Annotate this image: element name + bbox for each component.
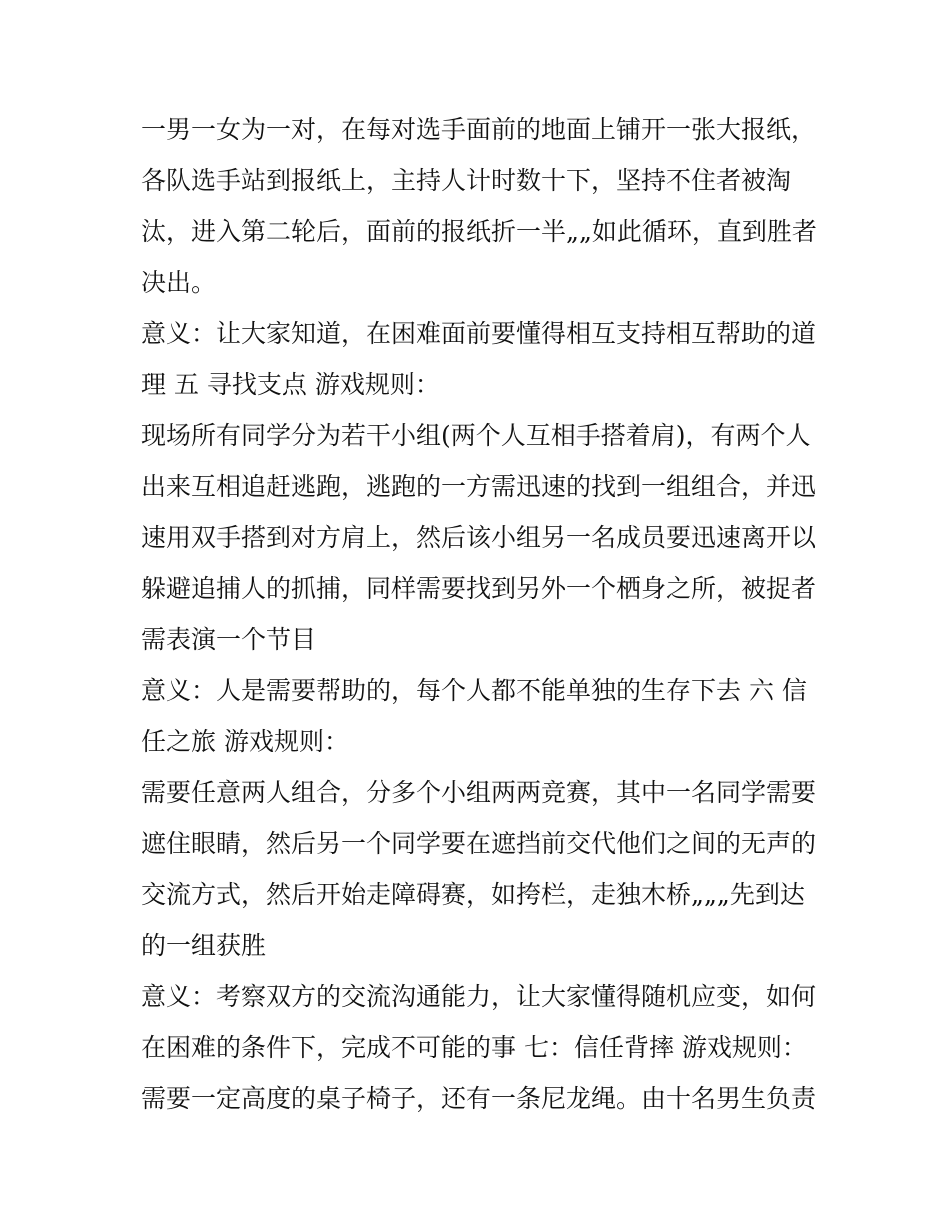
text-line: 遮住眼睛，然后另一个同学要在遮挡前交代他们之间的无声的 xyxy=(141,829,817,858)
text-line: 现场所有同学分为若干小组(两个人互相手搭着肩)，有两个人 xyxy=(141,421,811,450)
body-text xyxy=(141,104,821,1124)
text-line: 决出。 xyxy=(141,268,217,297)
text-line: 交流方式，然后开始走障碍赛，如挎栏，走独木桥„„„先到达 xyxy=(141,880,805,909)
text-line: 各队选手站到报纸上，主持人计时数十下，坚持不住者被淘 xyxy=(141,166,792,195)
text-line: 理 五 寻找支点 游戏规则： xyxy=(141,370,440,399)
text-line: 需表演一个节目 xyxy=(141,625,317,654)
text-line: 意义：考察双方的交流沟通能力，让大家懂得随机应变，如何 xyxy=(141,982,817,1011)
text-line: 汰，进入第二轮后，面前的报纸折一半„„如此循环，直到胜者 xyxy=(141,217,817,246)
text-line: 任之旅 游戏规则： xyxy=(141,727,349,756)
text-line: 的一组获胜 xyxy=(141,931,267,960)
text-line: 躲避追捕人的抓捕，同样需要找到另外一个栖身之所，被捉者 xyxy=(141,574,817,603)
text-line: 需要一定高度的桌子椅子，还有一条尼龙绳。由十名男生负责 xyxy=(141,1084,817,1113)
text-line: 一男一女为一对，在每对选手面前的地面上铺开一张大报纸， xyxy=(141,115,817,144)
text-line: 出来互相追赶逃跑，逃跑的一方需迅速的找到一组组合，并迅 xyxy=(141,472,817,501)
text-line: 需要任意两人组合，分多个小组两两竞赛，其中一名同学需要 xyxy=(141,778,817,807)
text-line: 意义：人是需要帮助的，每个人都不能单独的生存下去 六 信 xyxy=(141,676,807,705)
text-line: 在困难的条件下，完成不可能的事 七：信任背摔 游戏规则： xyxy=(141,1033,807,1062)
text-line: 意义：让大家知道，在困难面前要懂得相互支持相互帮助的道 xyxy=(141,319,817,348)
text-line: 速用双手搭到对方肩上，然后该小组另一名成员要迅速离开以 xyxy=(141,523,817,552)
